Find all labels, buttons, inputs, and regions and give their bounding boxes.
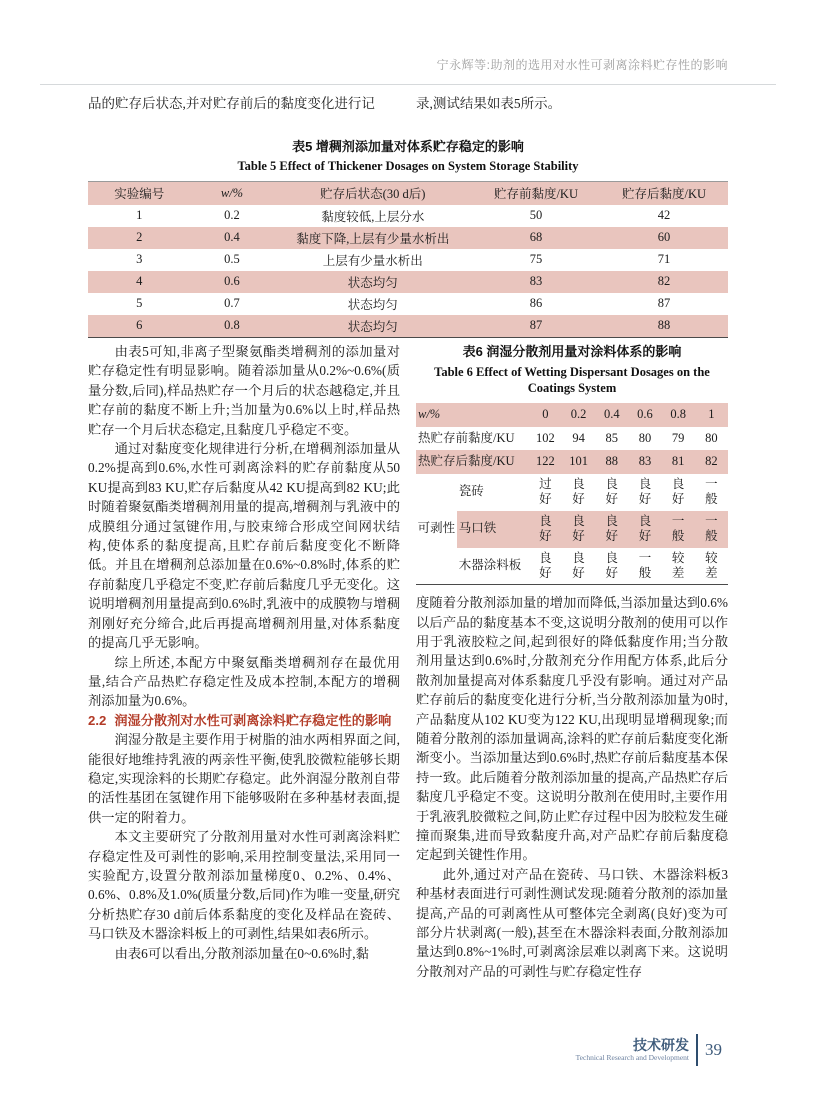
cell: 良好 <box>671 477 685 507</box>
footer-section-en: Technical Research and Development <box>575 1053 689 1062</box>
cell: 0.2 <box>224 208 240 222</box>
two-column-body <box>88 342 728 1035</box>
table-row <box>416 511 728 548</box>
intro-left-text: 品的贮存后状态,并对贮存前后的黏度变化进行记 <box>88 96 375 111</box>
cell: 黏度较低,上层分水 <box>321 209 425 224</box>
table-row <box>88 249 728 271</box>
cell: 102 <box>535 430 555 445</box>
cell: 良好 <box>572 550 585 580</box>
cell: 马口铁 <box>458 521 497 536</box>
cell: 88 <box>657 318 671 332</box>
cell: 83 <box>638 454 652 469</box>
cell: 0.6 <box>637 407 653 422</box>
table6 <box>416 403 728 585</box>
cell: 上层有少量水析出 <box>322 253 423 268</box>
cell: 5 <box>136 296 143 310</box>
header-divider <box>40 84 776 85</box>
table5-caption-en: Table 5 Effect of Thickener Dosages on System Storage Stability <box>237 159 579 173</box>
paragraph: 由表5可知,非离子型聚氨酯类增稠剂的添加量对贮存稳定性有明显影响。随着添加量从0.2%~0.6%(质量分数,后同),样品热贮存一个月后的状态越稳定,并且贮存前的黏度不断上升;当加量为0.6%以上时,样品热贮存一个月后状态稳定,且黏度几乎稳定不变。 <box>88 344 400 437</box>
paragraph: 由表6可以看出,分散剂添加量在0~0.6%时,黏 <box>114 945 369 961</box>
cell: 88 <box>605 454 619 469</box>
table5-header-cell: 实验编号 <box>114 187 165 202</box>
cell: 0.6 <box>224 274 240 288</box>
cell: 82 <box>705 454 718 469</box>
cell: 85 <box>605 430 619 445</box>
cell: 60 <box>657 230 671 244</box>
table-row <box>88 271 728 293</box>
running-head: 宁永辉等:助剂的选用对水性可剥离涂料贮存性的影响 <box>436 58 728 72</box>
cell: 0.7 <box>224 296 240 310</box>
cell: 68 <box>529 230 543 244</box>
cell: 0.8 <box>224 318 240 332</box>
table-row <box>88 205 728 227</box>
section-number: 2.2 <box>88 712 107 728</box>
cell: 87 <box>529 318 543 332</box>
cell: 4 <box>136 274 143 288</box>
cell: 良好 <box>539 514 552 544</box>
cell: 2 <box>136 230 143 244</box>
table-row <box>416 474 728 511</box>
cell: 0.4 <box>224 230 240 244</box>
table-row <box>416 548 728 585</box>
cell: 良好 <box>605 477 619 507</box>
cell: 0 <box>542 407 549 422</box>
cell: 一般 <box>671 514 685 544</box>
cell: 状态均匀 <box>347 297 398 312</box>
cell: 75 <box>529 252 543 266</box>
cell: 0.4 <box>603 407 620 422</box>
cell: 83 <box>529 274 543 288</box>
table5 <box>88 181 728 338</box>
caption-line: Table 6 Effect of Wetting Dispersant Dosages on the <box>434 365 710 380</box>
section-title: 润湿分散剂对水性可剥离涂料贮存稳定性的影响 <box>114 712 392 728</box>
cell: 94 <box>572 430 585 445</box>
table5-header-cell: 贮存前黏度/KU <box>493 187 578 202</box>
cell: 50 <box>529 208 543 222</box>
paragraph: 此外,通过对产品在瓷砖、马口铁、木器涂料板3种基材表面进行可剥性测试发现:随着分散剂的添加量提高,产品的可剥离性从可整体完全剥离(良好)变为可部分片状剥离(一般),甚至在木器涂料表面,分散剂添加量达到0.8%~1%时,可剥离涂层难以剥离下来。这说明分散剂对产品的可剥性与贮存稳定性存 <box>416 866 728 979</box>
cell: 0.5 <box>224 252 240 266</box>
cell: 87 <box>657 296 671 310</box>
cell: 热贮存前黏度/KU <box>418 430 515 445</box>
cell: 良好 <box>572 477 585 507</box>
cell: 80 <box>638 430 652 445</box>
cell: 木器涂料板 <box>458 558 522 573</box>
section-heading-2-2 <box>88 711 400 730</box>
table6-caption-zh: 表6 润湿分散剂用量对涂料体系的影响 <box>462 344 682 359</box>
cell: 良好 <box>605 550 619 580</box>
cell: 71 <box>657 252 671 266</box>
cell: 0.8 <box>670 407 686 422</box>
table5-header-cell: 贮存后黏度/KU <box>621 187 706 202</box>
cell: 较差 <box>705 550 718 580</box>
cell: 较差 <box>671 550 685 580</box>
cell: 101 <box>569 454 588 469</box>
paragraph: 润湿分散是主要作用于树脂的油水两相界面之间,能很好地维持乳液的两亲性平衡,使乳胶微粒能够长期稳定,实现涂料的长期贮存稳定。此外润湿分散剂自带的活性基团在氢键作用下能够吸附在多种基材表面,提供一定的附着力。 <box>88 732 400 825</box>
right-column <box>416 342 728 1035</box>
page-number: 39 <box>705 1040 722 1059</box>
cell: 一般 <box>638 550 652 580</box>
left-column <box>88 342 400 1035</box>
peel-group-label: 可剥性 <box>416 474 457 585</box>
cell: 86 <box>529 296 543 310</box>
intro-right-text: 录,测试结果如表5所示。 <box>416 96 562 111</box>
cell: 1 <box>708 407 715 422</box>
table5-block <box>88 136 728 338</box>
cell: 一般 <box>705 514 718 544</box>
cell: 良好 <box>638 514 652 544</box>
table5-caption-zh: 表5 增稠剂添加量对体系贮存稳定的影响 <box>292 139 524 154</box>
cell: 黏度下降,上层有少量水析出 <box>296 231 450 246</box>
cell: 热贮存后黏度/KU <box>418 454 515 469</box>
table-row <box>416 450 728 473</box>
cell: 81 <box>671 454 685 469</box>
cell: 122 <box>535 454 555 469</box>
table5-header-row <box>88 182 728 205</box>
cell: 瓷砖 <box>458 484 484 499</box>
cell: 6 <box>136 318 143 332</box>
cell: 80 <box>705 430 718 445</box>
cell: 一般 <box>705 477 718 507</box>
cell: 状态均匀 <box>347 275 398 290</box>
cell: 良好 <box>605 514 619 544</box>
cell: 状态均匀 <box>347 319 398 334</box>
cell: 过好 <box>539 477 552 507</box>
table5-header-cell: 贮存后状态(30 d后) <box>320 187 426 202</box>
cell: 良好 <box>638 477 652 507</box>
table-row <box>88 227 728 249</box>
caption-line: Coatings System <box>527 381 617 396</box>
footer-divider <box>696 1034 698 1066</box>
table6-header-row <box>416 403 728 426</box>
table-row <box>88 315 728 338</box>
cell: 82 <box>657 274 671 288</box>
cell: 3 <box>136 252 143 266</box>
table6-block <box>416 342 728 585</box>
paragraph: 度随着分散剂添加量的增加而降低,当添加量达到0.6%以后产品的黏度基本不变,这说明分散剂的使用可以作用于乳液胶粒之间,起到很好的降低黏度作用;当分散剂用量达到0.6%时,分散剂充分作用配方体系,此后分散剂加量提高对体系黏度几乎没有影响。通过对产品贮存前后的黏度变化进行分析,当分散剂添加量为0时,产品黏度从102 KU变为122 KU,出现明显增稠现象;而随着分散剂的添加量调高,涂料的贮存前后黏度变化渐渐变小。当添加量达到0.6%时,热贮存前后黏度基本保持一致。此后随着分散剂添加量的提高,产品热贮存后黏度几乎稳定不变。这说明分散剂在使用时,主要作用于乳液乳胶微粒之间,防止贮存过程中因为胶粒发生碰撞而聚集,进而导致黏度升高,对产品贮存前后黏度稳定起到关键性作用。 <box>416 595 728 863</box>
cell: 良好 <box>572 514 585 544</box>
page-footer <box>576 1034 722 1066</box>
cell: 79 <box>671 430 685 445</box>
paragraph: 通过对黏度变化规律进行分析,在增稠剂添加量从0.2%提高到0.6%,水性可剥离涂料的贮存前黏度从50 KU提高到83 KU,贮存后黏度从42 KU提高到82 KU;此时随着聚氨酯类增稠剂用量的提高,增稠剂与乳液中的成膜组分通过氢键作用,与胶束缔合形成空间网状结构,使体系的黏度提高,且贮存前后黏度变化不断降低。并且在增稠剂总添加量在0.6%~0.8%时,体系的贮存前黏度几乎稳定不变,贮存前后黏度几乎无变化。这说明增稠剂用量提高到0.6%时,乳液中的成膜物与增稠剂刚好充分缔合,此后再提高增稠剂用量,对体系黏度的提高几乎无影响。 <box>88 441 400 651</box>
cell: 1 <box>136 208 143 222</box>
table-row <box>416 427 728 450</box>
footer-section <box>576 1037 689 1063</box>
footer-section-zh: 技术研发 <box>633 1037 689 1053</box>
paragraph: 本文主要研究了分散剂用量对水性可剥离涂料贮存稳定性及可剥性的影响,采用控制变量法,采用同一实验配方,设置分散剂添加量梯度0、0.2%、0.4%、0.6%、0.8%及1.0%(质量分数,后同)作为唯一变量,研究分析热贮存30 d前后体系黏度的变化及样品在瓷砖、马口铁及木器涂料板上的可剥性,结果如表6所示。 <box>88 829 400 942</box>
table-row <box>88 293 728 315</box>
table6-caption-en <box>416 364 728 396</box>
cell: 0.2 <box>570 407 587 422</box>
table5-header-cell: w/% <box>220 185 244 200</box>
cell: 良好 <box>539 550 552 580</box>
cell: 42 <box>657 208 671 222</box>
paragraph: 综上所述,本配方中聚氨酯类增稠剂存在最优用量,结合产品热贮存稳定性及成本控制,本配方的增稠剂添加量为0.6%。 <box>88 654 400 709</box>
intro-continuation <box>88 94 728 114</box>
cell: w/% <box>418 407 441 422</box>
